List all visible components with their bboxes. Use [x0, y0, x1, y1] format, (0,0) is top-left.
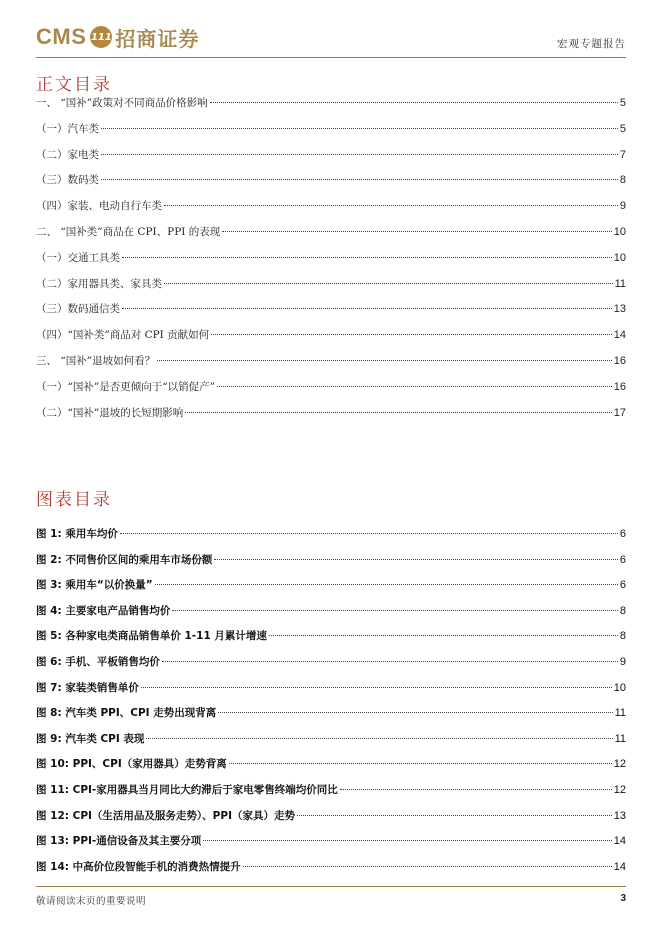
- toc-entry[interactable]: [36, 95, 626, 110]
- figure-entry-page: 8: [619, 604, 626, 617]
- toc-entry-page: 5: [619, 122, 626, 135]
- figure-entry-label: 图 1: 乘用车均价: [36, 528, 118, 540]
- dot-leader: [164, 205, 618, 206]
- dot-leader: [269, 635, 618, 636]
- figure-entry[interactable]: [36, 628, 626, 643]
- company-logo: [36, 22, 199, 52]
- figure-entry[interactable]: [36, 859, 626, 874]
- figure-entry-page: 8: [619, 630, 626, 643]
- figure-entry-page: 13: [613, 809, 626, 822]
- toc-entry-page: 5: [619, 97, 626, 109]
- figure-entry-label: 图 3: 乘用车“以价换量”: [36, 579, 153, 592]
- figure-entry-label: 图 10: PPI、CPI（家用器具）走势背离: [36, 758, 227, 771]
- toc-entry[interactable]: [36, 198, 626, 213]
- figure-entry-label: 图 8: 汽车类 PPI、CPI 走势出现背离: [36, 707, 217, 720]
- figure-entry[interactable]: [36, 808, 626, 823]
- toc-entry[interactable]: [36, 276, 626, 291]
- dot-leader: [164, 283, 613, 284]
- toc-entry-page: 11: [614, 277, 626, 290]
- toc-entry-page: 7: [619, 148, 626, 161]
- dot-leader: [122, 257, 612, 258]
- figure-entry[interactable]: [36, 731, 626, 746]
- figure-entry-page: 12: [613, 784, 626, 796]
- toc-entry-label: （四）家装、电动自行车类: [36, 200, 162, 213]
- figure-entry[interactable]: [36, 603, 626, 618]
- dot-leader: [101, 128, 618, 129]
- toc-entry-page: 8: [619, 174, 626, 187]
- toc-entry-label: （一）汽车类: [36, 122, 99, 135]
- figure-entry-page: 6: [619, 579, 626, 592]
- toc-entry[interactable]: [36, 301, 626, 316]
- page-header: [36, 22, 626, 54]
- dot-leader: [120, 533, 618, 534]
- figure-entry-label: 图 12: CPI（生活用品及服务走势）、PPI（家具）走势: [36, 809, 295, 822]
- toc-entry[interactable]: [36, 224, 626, 239]
- figure-entry-label: 图 6: 手机、平板销售均价: [36, 656, 160, 668]
- toc-entry-label: （二）“国补”退坡的长短期影响: [36, 406, 184, 419]
- dot-leader: [222, 231, 611, 232]
- figure-entry-label: 图 14: 中高价位段智能手机的消费热情提升: [36, 860, 241, 873]
- dot-leader: [172, 610, 618, 611]
- figure-entry-page: 6: [619, 528, 626, 540]
- toc-entry-page: 17: [613, 406, 626, 419]
- dot-leader: [203, 840, 611, 841]
- toc-entry-page: 9: [619, 200, 626, 213]
- toc-entry-page: 10: [613, 226, 626, 238]
- toc-entry-label: 三、 “国补”退坡如何看？: [36, 355, 156, 367]
- header-divider: [36, 57, 626, 58]
- figure-entry-page: 6: [619, 553, 626, 566]
- toc-entry[interactable]: [36, 405, 626, 420]
- toc-entry-page: 16: [613, 355, 626, 367]
- dot-leader: [122, 308, 612, 309]
- dot-leader: [101, 154, 618, 155]
- toc-entry[interactable]: [36, 353, 626, 368]
- toc-entry-page: 16: [613, 380, 626, 393]
- figure-entry[interactable]: [36, 705, 626, 720]
- report-type-label: 宏观专题报告: [557, 38, 626, 50]
- figure-entry[interactable]: [36, 526, 626, 541]
- toc-entry-page: 10: [613, 251, 626, 264]
- figure-entry-label: 图 7: 家装类销售单价: [36, 681, 139, 694]
- toc-entry[interactable]: [36, 172, 626, 187]
- figure-entry[interactable]: [36, 552, 626, 567]
- figure-entry-page: 14: [613, 835, 626, 848]
- toc-entry-page: 13: [613, 303, 626, 316]
- dot-leader: [340, 789, 612, 790]
- figure-entry-label: 图 4: 主要家电产品销售均价: [36, 604, 171, 617]
- dot-leader: [217, 386, 612, 387]
- figure-entry[interactable]: [36, 756, 626, 771]
- figure-entry-page: 11: [614, 732, 626, 745]
- dot-leader: [162, 661, 618, 662]
- dot-leader: [218, 712, 612, 713]
- toc-entry-page: 14: [613, 329, 626, 342]
- figure-entry[interactable]: [36, 680, 626, 695]
- figure-entry-label: 图 5: 各种家电类商品销售单价 1-11 月累计增速: [36, 630, 267, 643]
- footer-disclaimer: 敬请阅读末页的重要说明: [36, 896, 147, 907]
- figure-entry[interactable]: [36, 833, 626, 848]
- dot-leader: [297, 815, 612, 816]
- figure-entry-page: 12: [613, 758, 626, 771]
- toc-entry-label: 二、 “国补类”商品在 CPI、PPI 的表现: [36, 226, 221, 238]
- logo-chinese-text: 招商证券: [115, 26, 200, 51]
- toc-entry[interactable]: [36, 250, 626, 265]
- figure-entry-label: 图 2: 不同售价区间的乘用车市场份额: [36, 553, 213, 566]
- logo-cms-text: CMS: [36, 24, 87, 49]
- figure-entry[interactable]: [36, 577, 626, 592]
- toc-entry-label: （一）交通工具类: [36, 251, 120, 264]
- dot-leader: [141, 687, 612, 688]
- toc-entry-label: （一）“国补”是否更倾向于“以销促产”: [36, 380, 215, 393]
- dot-leader: [146, 738, 612, 739]
- toc-entry-label: （二）家用器具类、家具类: [36, 277, 162, 290]
- dot-leader: [210, 102, 618, 103]
- dot-leader: [157, 360, 612, 361]
- toc-title: 正文目录: [36, 75, 112, 95]
- toc-entry[interactable]: [36, 121, 626, 136]
- figure-entry-page: 11: [614, 707, 626, 720]
- toc-entry-label: （四）“国补类”商品对 CPI 贡献如何: [36, 329, 210, 342]
- figure-entry-page: 10: [613, 681, 626, 694]
- logo-badge-icon: 111: [90, 26, 112, 48]
- dot-leader: [185, 412, 612, 413]
- dot-leader: [214, 559, 618, 560]
- toc-entry-label: （三）数码通信类: [36, 303, 120, 316]
- dot-leader: [155, 584, 618, 585]
- figure-entry[interactable]: [36, 782, 626, 797]
- figures-title: 图表目录: [36, 490, 112, 510]
- figure-entry-page: 14: [613, 860, 626, 873]
- toc-entry-label: （二）家电类: [36, 148, 99, 161]
- footer-divider: [36, 886, 626, 887]
- figure-entry-label: 图 11: CPI-家用器具当月同比大约滞后于家电零售终端均价同比: [36, 784, 338, 796]
- page-number: 3: [620, 893, 626, 904]
- toc-entry-label: （三）数码类: [36, 174, 99, 187]
- figure-entry-page: 9: [619, 656, 626, 668]
- toc-entry-label: 一、 “国补”政策对不同商品价格影响: [36, 97, 208, 109]
- dot-leader: [243, 866, 612, 867]
- figure-entry-label: 图 9: 汽车类 CPI 表现: [36, 732, 145, 745]
- figure-entry-label: 图 13: PPI-通信设备及其主要分项: [36, 835, 202, 848]
- dot-leader: [229, 763, 612, 764]
- toc-entry[interactable]: [36, 379, 626, 394]
- toc-entry[interactable]: [36, 147, 626, 162]
- dot-leader: [211, 334, 612, 335]
- toc-entry[interactable]: [36, 327, 626, 342]
- dot-leader: [101, 179, 618, 180]
- figure-entry[interactable]: [36, 654, 626, 669]
